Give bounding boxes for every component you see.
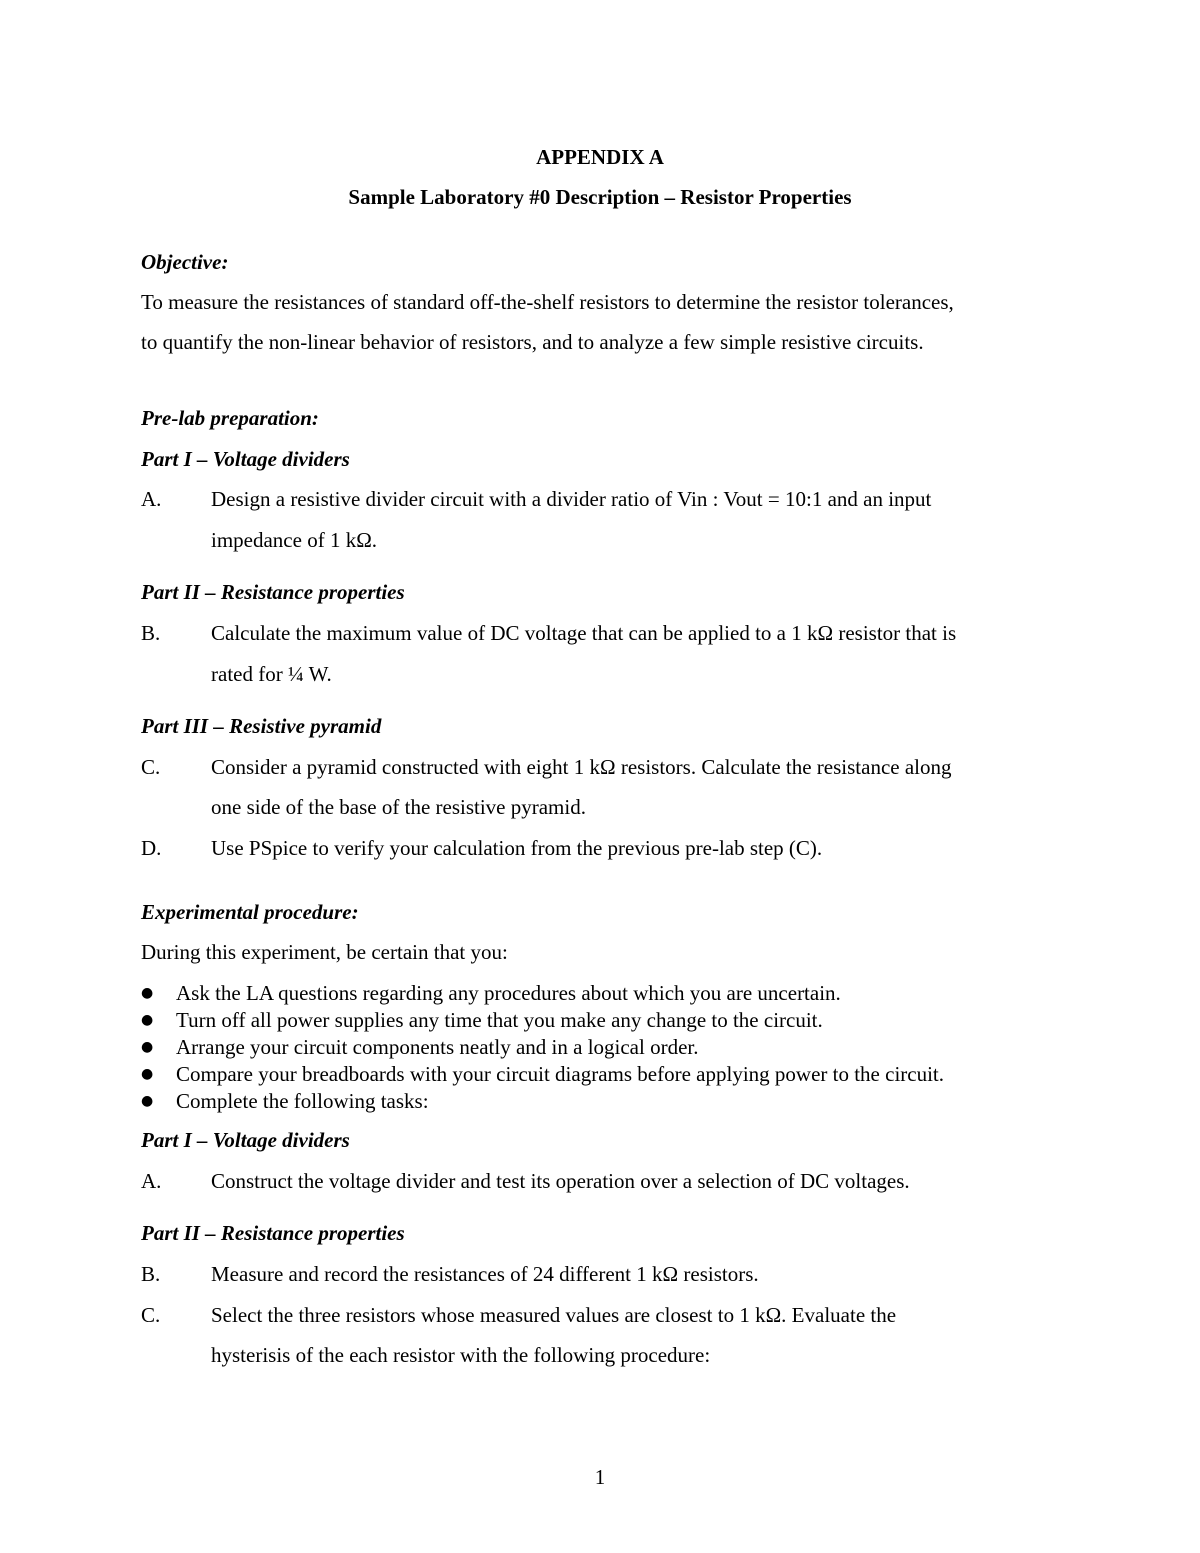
objective-line-2: to quantify the non-linear behavior of resistors, and to analyze a few simple resistive circuits. [141,330,924,354]
prelab-part2-heading: Part II – Resistance properties [141,580,405,604]
prelab-item-d-line-1: Use PSpice to verify your calculation from the previous pre-lab step (C). [211,836,823,860]
prelab-item-c-letter: C. [141,755,161,779]
bullet-icon: ● [141,985,154,1001]
prelab-part3-heading: Part III – Resistive pyramid [141,714,382,738]
bullet-item: Turn off all power supplies any time that you make any change to the circuit. [176,1008,823,1032]
prelab-part1-heading: Part I – Voltage dividers [141,447,350,471]
objective-line-1: To measure the resistances of standard off-the-shelf resistors to determine the resistor tolerances, [141,290,954,314]
experimental-item-c-line-1: Select the three resistors whose measured values are closest to 1 kΩ. Evaluate the [211,1303,897,1327]
prelab-item-c-line-2: one side of the base of the resistive pyramid. [211,795,586,819]
prelab-item-a-line-1: Design a resistive divider circuit with a divider ratio of Vin : Vout = 10:1 and an input [211,487,932,511]
bullet-icon: ● [141,1066,154,1082]
prelab-item-b-line-2: rated for ¼ W. [211,662,332,686]
experimental-item-a-letter: A. [141,1169,162,1193]
appendix-title: APPENDIX A [536,145,664,169]
experimental-item-a-line-1: Construct the voltage divider and test its operation over a selection of DC voltages. [211,1169,910,1193]
bullet-icon: ● [141,1039,154,1055]
page-number: 1 [594,1465,606,1489]
experimental-item-c-letter: C. [141,1303,161,1327]
prelab-item-d-letter: D. [141,836,162,860]
experimental-item-b-line-1: Measure and record the resistances of 24 different 1 kΩ resistors. [211,1262,759,1286]
bullet-icon: ● [141,1093,154,1109]
experimental-intro: During this experiment, be certain that you: [141,940,508,964]
experimental-item-c-line-2: hysterisis of the each resistor with the following procedure: [211,1343,711,1367]
prelab-item-a-line-2: impedance of 1 kΩ. [211,528,378,552]
bullet-item: Ask the LA questions regarding any procedures about which you are uncertain. [176,981,841,1005]
bullet-item: Complete the following tasks: [176,1089,429,1113]
objective-heading: Objective: [141,250,229,274]
bullet-item: Compare your breadboards with your circuit diagrams before applying power to the circuit. [176,1062,945,1086]
prelab-item-b-line-1: Calculate the maximum value of DC voltage that can be applied to a 1 kΩ resistor that is [211,621,957,645]
experimental-item-b-letter: B. [141,1262,161,1286]
prelab-heading: Pre-lab preparation: [141,406,319,430]
bullet-item: Arrange your circuit components neatly and in a logical order. [176,1035,699,1059]
experimental-heading: Experimental procedure: [141,900,359,924]
experimental-part2-heading: Part II – Resistance properties [141,1221,405,1245]
document-title: Sample Laboratory #0 Description – Resistor Properties [348,185,852,209]
bullet-icon: ● [141,1012,154,1028]
experimental-part1-heading: Part I – Voltage dividers [141,1128,350,1152]
prelab-item-b-letter: B. [141,621,161,645]
prelab-item-a-letter: A. [141,487,162,511]
prelab-item-c-line-1: Consider a pyramid constructed with eight 1 kΩ resistors. Calculate the resistance along [211,755,952,779]
